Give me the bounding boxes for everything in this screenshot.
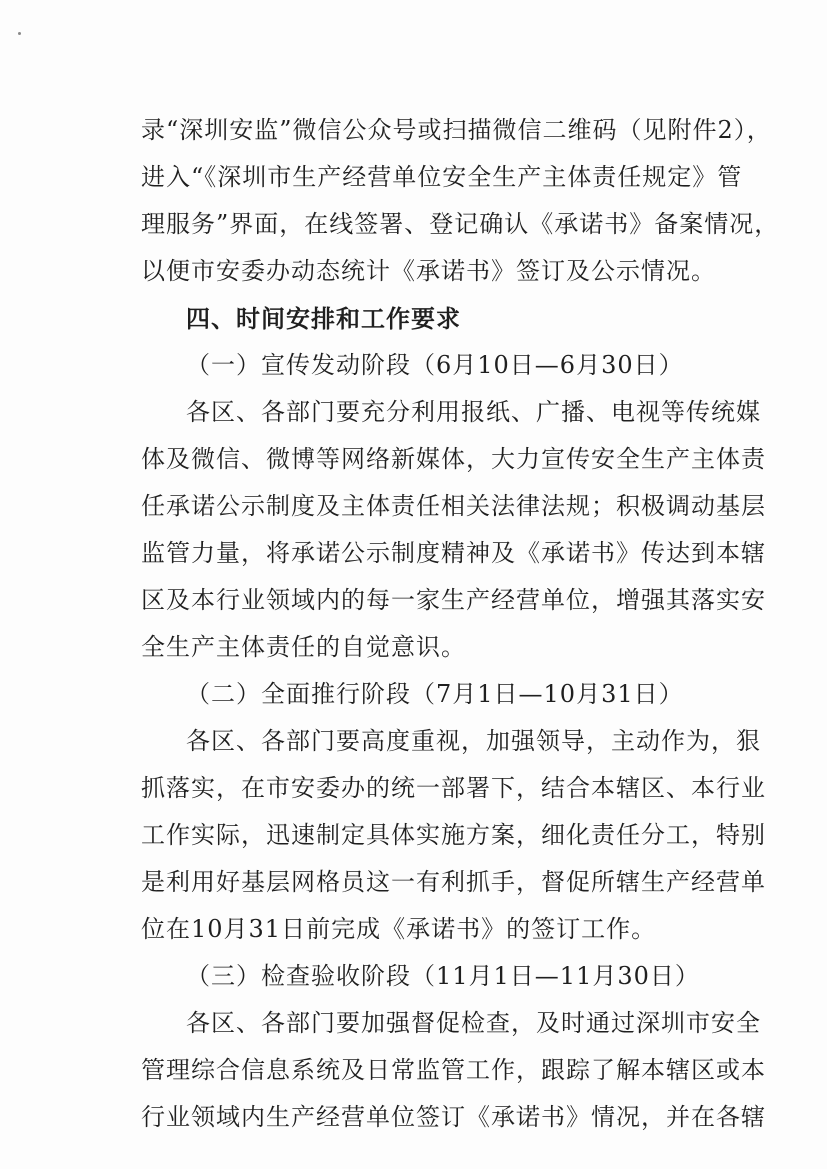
- subsection-heading: （二）全面推行阶段（7月1日—10月31日）: [186, 680, 684, 708]
- paragraph-line: 各区、各部门要高度重视，加强领导，主动作为，狠: [186, 727, 761, 755]
- paragraph-line: 区及本行业领域内的每一家生产经营单位，增强其落实安: [141, 586, 766, 614]
- paragraph-line: 行业领域内生产经营单位签订《承诺书》情况，并在各辖: [141, 1103, 766, 1131]
- paragraph-line: 抓落实，在市安委办的统一部署下，结合本辖区、本行业: [141, 774, 766, 802]
- document-body: [141, 107, 780, 1141]
- subsection-heading: （三）检查验收阶段（11月1日—11月30日）: [186, 962, 700, 990]
- paragraph-line: 全生产主体责任的自觉意识。: [141, 633, 466, 661]
- section-heading: 四、时间安排和工作要求: [186, 304, 461, 333]
- paragraph-line: 监管力量，将承诺公示制度精神及《承诺书》传达到本辖: [141, 539, 766, 567]
- paragraph-line: 进入“《深圳市生产经营单位安全生产主体责任规定》管: [141, 163, 743, 191]
- paragraph-line: 工作实际，迅速制定具体实施方案，细化责任分工，特别: [141, 821, 766, 849]
- paragraph-line: 录“深圳安监”微信公众号或扫描微信二维码（见附件2），: [141, 116, 772, 144]
- scan-speck: [18, 32, 21, 35]
- paragraph-line: 各区、各部门要充分利用报纸、广播、电视等传统媒: [186, 398, 761, 426]
- paragraph-line: 位在10月31日前完成《承诺书》的签订工作。: [141, 915, 657, 943]
- paragraph-line: 各区、各部门要加强督促检查，及时通过深圳市安全: [186, 1009, 761, 1037]
- paragraph-line: 以便市安委办动态统计《承诺书》签订及公示情况。: [141, 257, 716, 285]
- paragraph-line: 任承诺公示制度及主体责任相关法律法规；积极调动基层: [141, 492, 766, 520]
- paragraph-line: 管理综合信息系统及日常监管工作，跟踪了解本辖区或本: [141, 1056, 766, 1084]
- paragraph-line: 体及微信、微博等网络新媒体，大力宣传安全生产主体责: [141, 445, 766, 473]
- paragraph-line: 理服务”界面，在线签署、登记确认《承诺书》备案情况，: [141, 210, 780, 238]
- subsection-heading: （一）宣传发动阶段（6月10日—6月30日）: [186, 351, 684, 379]
- paragraph-line: 是利用好基层网格员这一有利抓手，督促所辖生产经营单: [141, 868, 766, 896]
